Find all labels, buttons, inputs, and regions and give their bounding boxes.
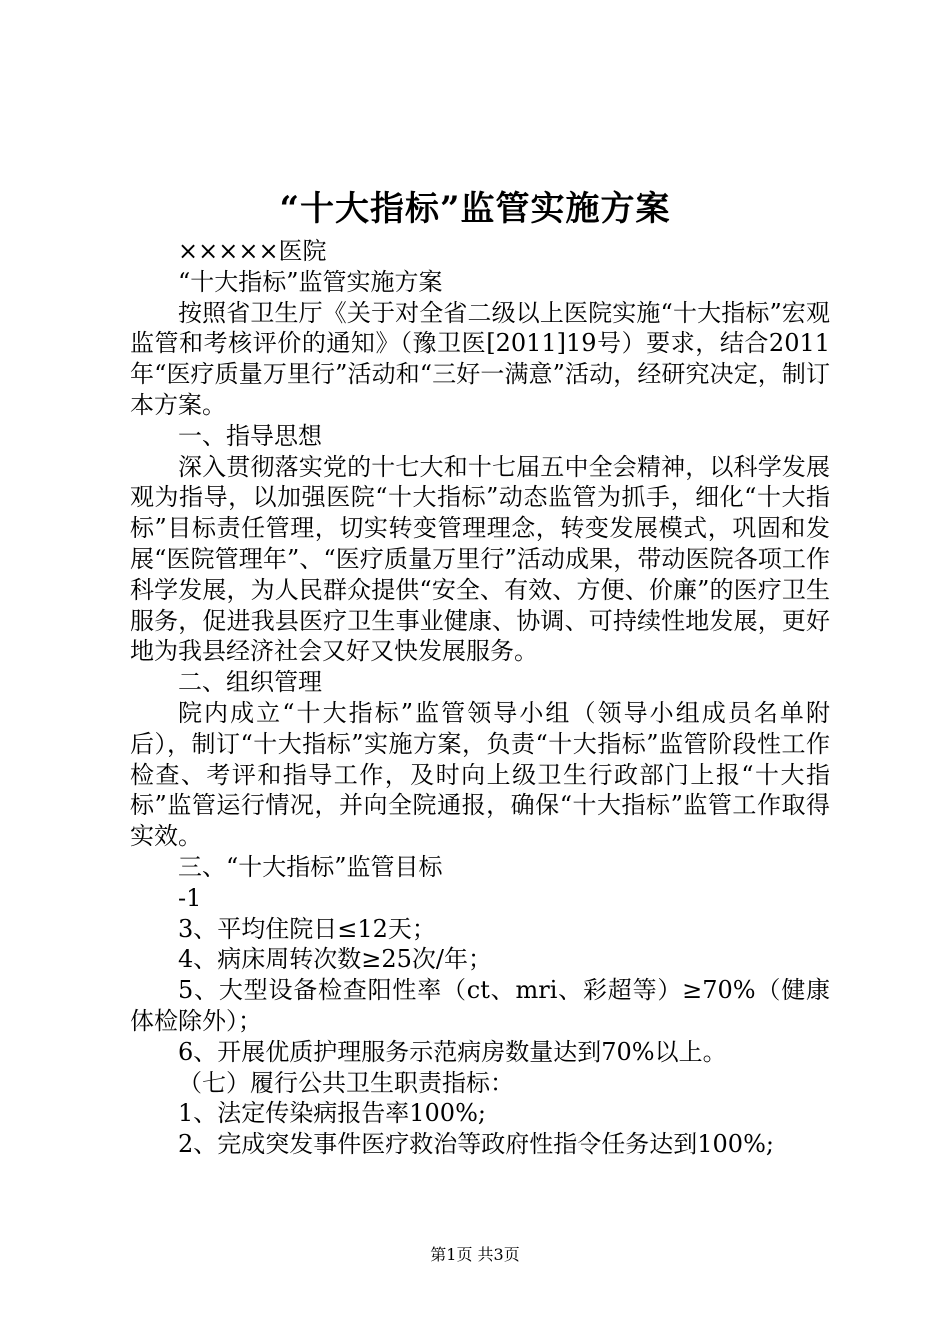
plan-subtitle: “十大指标”监管实施方案: [178, 267, 443, 296]
list-item: 3、平均住院日≤12天；: [178, 914, 436, 943]
list-item: 2、完成突发事件医疗救治等政府性指令任务达到100%;: [178, 1130, 774, 1159]
subsection-heading: （七）履行公共卫生职责指标：: [178, 1068, 514, 1097]
list-item: 1、法定传染病报告率100%;: [178, 1099, 486, 1128]
guiding-ideology-paragraph: 深入贯彻落实党的十七大和十七届五中全会精神，以科学发展观为指导，以加强医院“十大指标”动态监管为抓手，细化“十大指标”目标责任管理，切实转变管理理念，转变发展模式，巩固和发展“医院管理年”、“医疗质量万里行”活动成果，带动医院各项工作科学发展，为人民群众提供“安全、有效、方便、价廉”的医疗卫生服务，促进我县医疗卫生事业健康、协调、可持续性地发展，更好地为我县经济社会又好又快发展服务。: [130, 452, 830, 666]
organization-paragraph: 院内成立“十大指标”监管领导小组（领导小组成员名单附后），制订“十大指标”实施方案，负责“十大指标”监管阶段性工作检查、考评和指导工作，及时向上级卫生行政部门上报“十大指标”监管运行情况，并向全院通报，确保“十大指标”监管工作取得实效。: [130, 698, 830, 851]
document-body: [130, 236, 830, 1160]
section-heading-targets: 三、“十大指标”监管目标: [178, 852, 443, 881]
list-item: -1: [178, 883, 202, 912]
document-title: “十大指标”监管实施方案: [279, 189, 671, 229]
list-item: 5、大型设备检查阳性率（ct、mri、彩超等）≥70%（健康体检除外）；: [130, 976, 830, 1035]
section-heading-guiding-ideology: 一、指导思想: [178, 421, 322, 450]
intro-paragraph: 按照省卫生厅《关于对全省二级以上医院实施“十大指标”宏观监管和考核评价的通知》（豫卫医[2011]19号）要求，结合2011年“医疗质量万里行”活动和“三好一满意”活动，经研究决定，制订本方案。: [130, 298, 830, 419]
hospital-name: ×××××医院: [178, 237, 327, 265]
section-heading-organization: 二、组织管理: [178, 668, 322, 697]
page-footer: 第1页 共3页: [430, 1245, 520, 1264]
list-item: 4、病床周转次数≥25次/年；: [178, 945, 493, 974]
list-item: 6、开展优质护理服务示范病房数量达到70%以上。: [178, 1037, 727, 1066]
